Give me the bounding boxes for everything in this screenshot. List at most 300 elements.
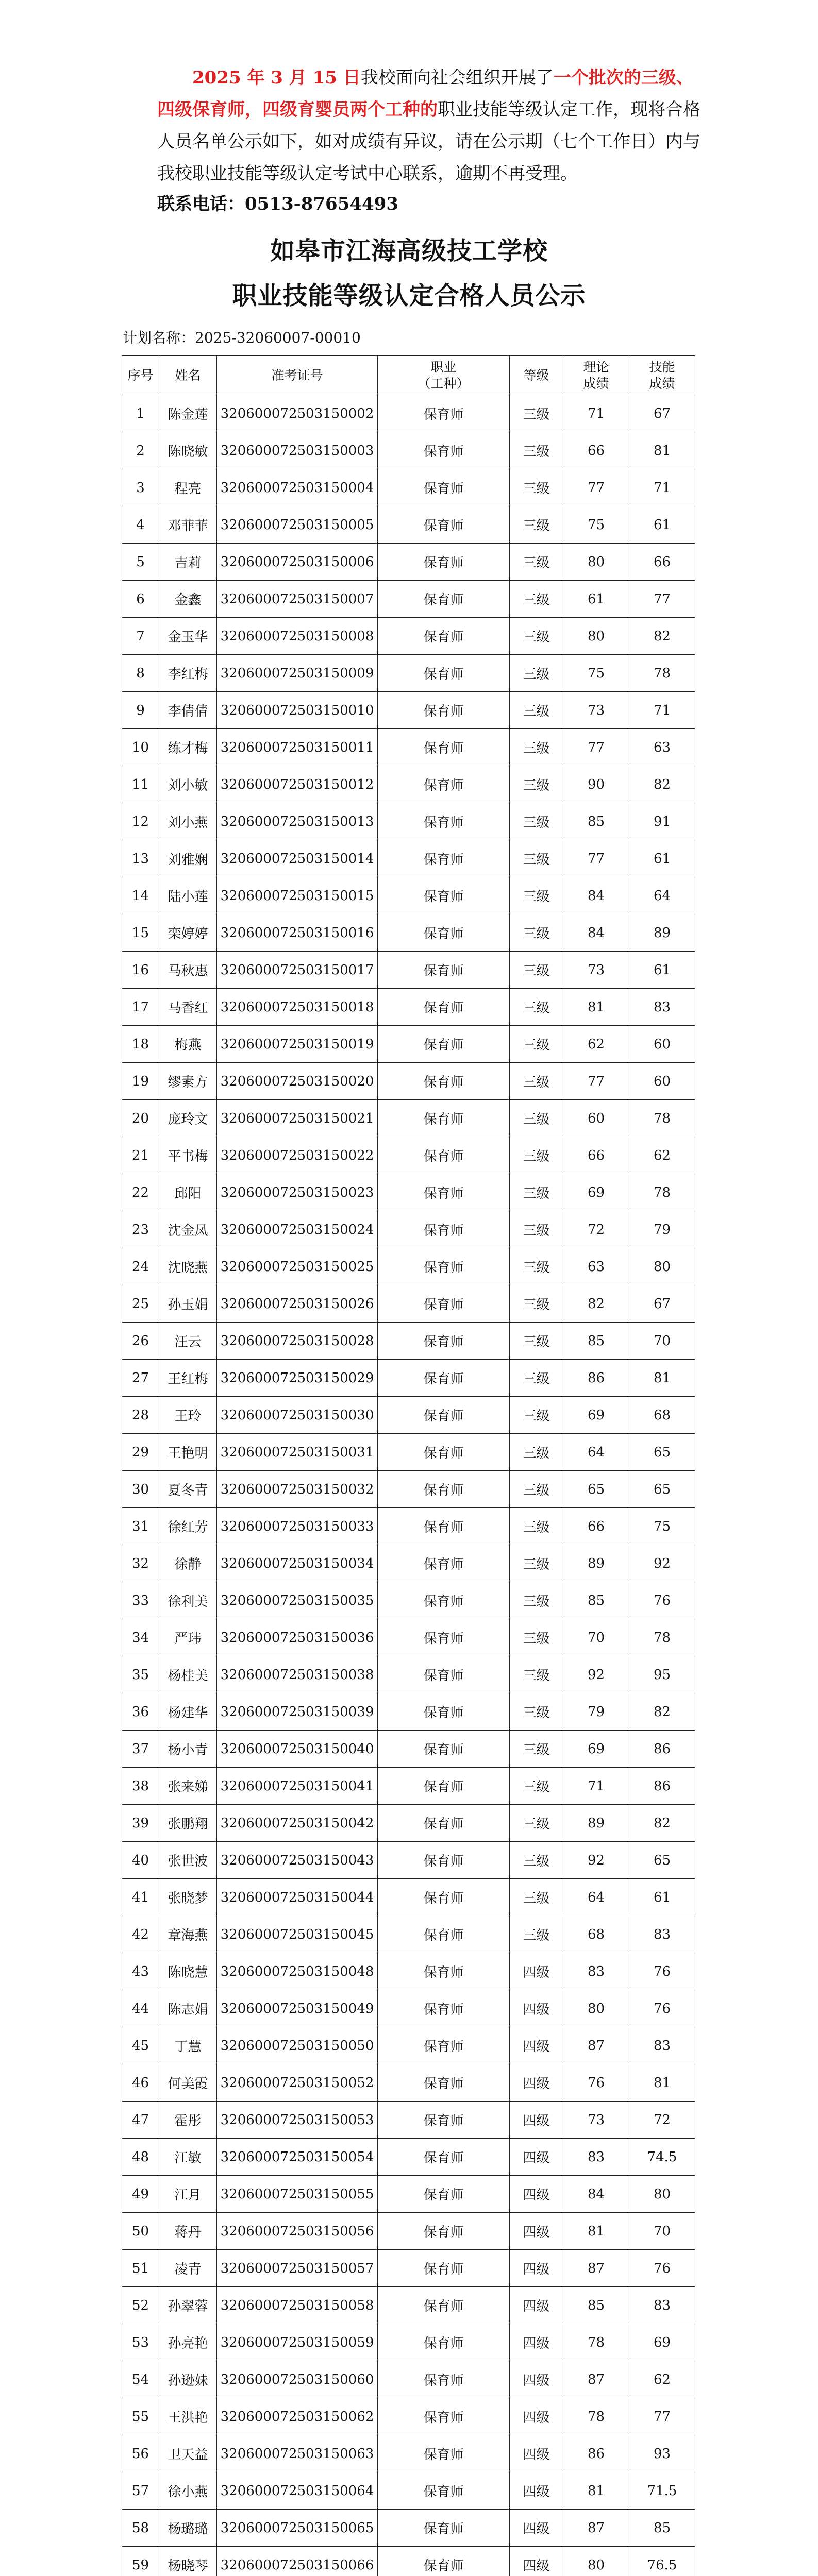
cell-job: 保育师: [378, 2361, 510, 2398]
table-header-row: [122, 356, 695, 395]
cell-theory: 82: [563, 1285, 629, 1323]
cell-theory: 66: [563, 432, 629, 469]
cell-level: 四级: [510, 2139, 563, 2176]
table-row: [122, 989, 695, 1026]
cell-cert: 320600072503150038: [217, 1656, 378, 1693]
cell-theory: 84: [563, 2176, 629, 2213]
cell-seq: 58: [122, 2510, 159, 2547]
cell-cert: 320600072503150015: [217, 877, 378, 914]
cell-theory: 78: [563, 2398, 629, 2435]
table-row: [122, 952, 695, 989]
cell-skill: 60: [629, 1026, 695, 1063]
cell-skill: 65: [629, 1471, 695, 1508]
table-row: [122, 2547, 695, 2576]
cell-theory: 79: [563, 1693, 629, 1731]
cell-skill: 74.5: [629, 2139, 695, 2176]
cell-seq: 56: [122, 2435, 159, 2472]
cell-job: 保育师: [378, 469, 510, 506]
cell-level: 三级: [510, 840, 563, 877]
cell-theory: 92: [563, 1842, 629, 1879]
cell-seq: 23: [122, 1211, 159, 1248]
cell-skill: 61: [629, 506, 695, 544]
cell-skill: 81: [629, 2064, 695, 2102]
cell-skill: 78: [629, 1100, 695, 1137]
table-row: [122, 469, 695, 506]
cell-job: 保育师: [378, 1619, 510, 1656]
cell-name: 杨晓琴: [159, 2547, 217, 2576]
cell-cert: 320600072503150033: [217, 1508, 378, 1545]
table-row: [122, 1397, 695, 1434]
table-row: [122, 840, 695, 877]
table-row: [122, 506, 695, 544]
cell-skill: 72: [629, 2102, 695, 2139]
cell-cert: 320600072503150050: [217, 2027, 378, 2064]
cell-level: 四级: [510, 2250, 563, 2287]
cell-skill: 68: [629, 1397, 695, 1434]
cell-name: 陈晓慧: [159, 1953, 217, 1990]
cell-level: 四级: [510, 2287, 563, 2324]
cell-job: 保育师: [378, 618, 510, 655]
table-row: [122, 1842, 695, 1879]
cell-name: 孙逊妹: [159, 2361, 217, 2398]
cell-level: 三级: [510, 1805, 563, 1842]
cell-skill: 76: [629, 2250, 695, 2287]
cell-theory: 80: [563, 2547, 629, 2576]
cell-name: 王玲: [159, 1397, 217, 1434]
cell-seq: 37: [122, 1731, 159, 1768]
cell-theory: 65: [563, 1471, 629, 1508]
cell-level: 四级: [510, 2510, 563, 2547]
cell-job: 保育师: [378, 2435, 510, 2472]
cell-theory: 89: [563, 1805, 629, 1842]
cell-cert: 320600072503150013: [217, 803, 378, 840]
cell-cert: 320600072503150017: [217, 952, 378, 989]
cell-job: 保育师: [378, 1248, 510, 1285]
cell-cert: 320600072503150005: [217, 506, 378, 544]
cell-cert: 320600072503150029: [217, 1360, 378, 1397]
cell-cert: 320600072503150056: [217, 2213, 378, 2250]
cell-skill: 69: [629, 2324, 695, 2361]
cell-theory: 87: [563, 2027, 629, 2064]
cell-level: 三级: [510, 1656, 563, 1693]
cell-job: 保育师: [378, 1916, 510, 1953]
cell-theory: 73: [563, 692, 629, 729]
cell-job: 保育师: [378, 1768, 510, 1805]
cell-name: 刘小燕: [159, 803, 217, 840]
cell-job: 保育师: [378, 1508, 510, 1545]
cell-cert: 320600072503150023: [217, 1174, 378, 1211]
cell-cert: 320600072503150018: [217, 989, 378, 1026]
cell-skill: 70: [629, 1323, 695, 1360]
cell-theory: 73: [563, 952, 629, 989]
cell-cert: 320600072503150064: [217, 2472, 378, 2510]
cell-seq: 15: [122, 914, 159, 952]
cell-job: 保育师: [378, 1323, 510, 1360]
cell-theory: 87: [563, 2250, 629, 2287]
cell-level: 四级: [510, 2547, 563, 2576]
cell-name: 孙亮艳: [159, 2324, 217, 2361]
cell-theory: 86: [563, 1360, 629, 1397]
notice-date: 2025 年 3 月 15 日: [192, 67, 361, 88]
cell-skill: 66: [629, 544, 695, 581]
cell-cert: 320600072503150058: [217, 2287, 378, 2324]
table-row: [122, 655, 695, 692]
cell-cert: 320600072503150060: [217, 2361, 378, 2398]
cell-cert: 320600072503150036: [217, 1619, 378, 1656]
table-row: [122, 1434, 695, 1471]
cell-cert: 320600072503150045: [217, 1916, 378, 1953]
table-row: [122, 1916, 695, 1953]
cell-level: 三级: [510, 1434, 563, 1471]
table-row: [122, 2435, 695, 2472]
cell-level: 三级: [510, 1397, 563, 1434]
cell-seq: 38: [122, 1768, 159, 1805]
cell-name: 王洪艳: [159, 2398, 217, 2435]
table-row: [122, 2139, 695, 2176]
table-row: [122, 432, 695, 469]
cell-name: 程亮: [159, 469, 217, 506]
cell-seq: 49: [122, 2176, 159, 2213]
cell-skill: 83: [629, 2287, 695, 2324]
cell-seq: 27: [122, 1360, 159, 1397]
cell-cert: 320600072503150043: [217, 1842, 378, 1879]
cell-job: 保育师: [378, 2102, 510, 2139]
cell-level: 四级: [510, 1990, 563, 2027]
cell-name: 李红梅: [159, 655, 217, 692]
cell-cert: 320600072503150025: [217, 1248, 378, 1285]
table-row: [122, 2510, 695, 2547]
cell-skill: 82: [629, 618, 695, 655]
cell-name: 杨璐璐: [159, 2510, 217, 2547]
cell-level: 三级: [510, 1360, 563, 1397]
cell-skill: 60: [629, 1063, 695, 1100]
cell-cert: 320600072503150030: [217, 1397, 378, 1434]
cell-level: 三级: [510, 952, 563, 989]
cell-job: 保育师: [378, 432, 510, 469]
cell-cert: 320600072503150031: [217, 1434, 378, 1471]
cell-cert: 320600072503150040: [217, 1731, 378, 1768]
cell-cert: 320600072503150021: [217, 1100, 378, 1137]
cell-level: 四级: [510, 2176, 563, 2213]
cell-job: 保育师: [378, 1285, 510, 1323]
cell-skill: 83: [629, 1916, 695, 1953]
cell-job: 保育师: [378, 2287, 510, 2324]
cell-level: 三级: [510, 1768, 563, 1805]
cell-name: 陆小莲: [159, 877, 217, 914]
cell-cert: 320600072503150057: [217, 2250, 378, 2287]
table-row: [122, 2102, 695, 2139]
cell-theory: 80: [563, 544, 629, 581]
header-theory: [563, 356, 629, 395]
table-row: [122, 2064, 695, 2102]
cell-cert: 320600072503150053: [217, 2102, 378, 2139]
cell-skill: 79: [629, 1211, 695, 1248]
cell-job: 保育师: [378, 2472, 510, 2510]
cell-job: 保育师: [378, 729, 510, 766]
cell-theory: 69: [563, 1174, 629, 1211]
cell-job: 保育师: [378, 2213, 510, 2250]
cell-cert: 320600072503150020: [217, 1063, 378, 1100]
cell-level: 三级: [510, 1174, 563, 1211]
cell-cert: 320600072503150011: [217, 729, 378, 766]
cell-cert: 320600072503150048: [217, 1953, 378, 1990]
cell-name: 金玉华: [159, 618, 217, 655]
cell-cert: 320600072503150054: [217, 2139, 378, 2176]
cell-name: 陈晓敏: [159, 432, 217, 469]
cell-job: 保育师: [378, 1842, 510, 1879]
cell-theory: 87: [563, 2361, 629, 2398]
cell-level: 三级: [510, 1508, 563, 1545]
cell-level: 三级: [510, 1063, 563, 1100]
cell-seq: 50: [122, 2213, 159, 2250]
cell-job: 保育师: [378, 395, 510, 432]
cell-cert: 320600072503150055: [217, 2176, 378, 2213]
cell-seq: 45: [122, 2027, 159, 2064]
table-row: [122, 1768, 695, 1805]
cell-seq: 16: [122, 952, 159, 989]
table-row: [122, 1953, 695, 1990]
cell-seq: 22: [122, 1174, 159, 1211]
table-row: [122, 1026, 695, 1063]
table-row: [122, 1063, 695, 1100]
cell-job: 保育师: [378, 2324, 510, 2361]
table-row: [122, 2287, 695, 2324]
cell-skill: 86: [629, 1768, 695, 1805]
cell-level: 三级: [510, 544, 563, 581]
cell-skill: 78: [629, 1174, 695, 1211]
cell-name: 沈金凤: [159, 1211, 217, 1248]
table-row: [122, 1545, 695, 1582]
table-row: [122, 1582, 695, 1619]
cell-cert: 320600072503150026: [217, 1285, 378, 1323]
cell-cert: 320600072503150028: [217, 1323, 378, 1360]
cell-skill: 67: [629, 1285, 695, 1323]
cell-level: 四级: [510, 2324, 563, 2361]
cell-skill: 77: [629, 2398, 695, 2435]
cell-cert: 320600072503150042: [217, 1805, 378, 1842]
cell-level: 三级: [510, 1693, 563, 1731]
header-job: [378, 356, 510, 395]
cell-skill: 70: [629, 2213, 695, 2250]
cell-skill: 83: [629, 2027, 695, 2064]
cell-seq: 57: [122, 2472, 159, 2510]
cell-theory: 81: [563, 989, 629, 1026]
cell-level: 三级: [510, 989, 563, 1026]
table-row: [122, 1174, 695, 1211]
table-row: [122, 1508, 695, 1545]
cell-skill: 62: [629, 2361, 695, 2398]
cell-name: 江敏: [159, 2139, 217, 2176]
cell-name: 徐利美: [159, 1582, 217, 1619]
cell-skill: 82: [629, 766, 695, 803]
cell-seq: 29: [122, 1434, 159, 1471]
cell-seq: 40: [122, 1842, 159, 1879]
cell-seq: 33: [122, 1582, 159, 1619]
plan-code: 2025-32060007-00010: [195, 329, 361, 346]
cell-name: 孙玉娟: [159, 1285, 217, 1323]
cell-skill: 64: [629, 877, 695, 914]
table-body: [122, 395, 695, 2576]
cell-theory: 85: [563, 2287, 629, 2324]
cell-job: 保育师: [378, 766, 510, 803]
cell-skill: 81: [629, 432, 695, 469]
cell-job: 保育师: [378, 1693, 510, 1731]
cell-job: 保育师: [378, 914, 510, 952]
cell-theory: 77: [563, 840, 629, 877]
cell-cert: 320600072503150035: [217, 1582, 378, 1619]
cell-cert: 320600072503150059: [217, 2324, 378, 2361]
cell-name: 徐静: [159, 1545, 217, 1582]
cell-seq: 19: [122, 1063, 159, 1100]
cell-skill: 65: [629, 1842, 695, 1879]
cell-name: 刘雅娴: [159, 840, 217, 877]
table-row: [122, 1693, 695, 1731]
cell-name: 杨建华: [159, 1693, 217, 1731]
cell-seq: 44: [122, 1990, 159, 2027]
cell-theory: 76: [563, 2064, 629, 2102]
cell-name: 王红梅: [159, 1360, 217, 1397]
cell-level: 四级: [510, 2213, 563, 2250]
cell-level: 三级: [510, 1026, 563, 1063]
cell-cert: 320600072503150008: [217, 618, 378, 655]
cell-job: 保育师: [378, 655, 510, 692]
contact-phone: 0513-87654493: [245, 194, 398, 214]
cell-level: 三级: [510, 1471, 563, 1508]
cell-skill: 82: [629, 1805, 695, 1842]
table-row: [122, 1731, 695, 1768]
cell-level: 四级: [510, 2398, 563, 2435]
cell-seq: 53: [122, 2324, 159, 2361]
cell-level: 三级: [510, 1582, 563, 1619]
cell-seq: 55: [122, 2398, 159, 2435]
header-skill-line2: 成绩: [649, 376, 675, 391]
cell-job: 保育师: [378, 1731, 510, 1768]
cell-theory: 64: [563, 1879, 629, 1916]
cell-skill: 65: [629, 1434, 695, 1471]
cell-job: 保育师: [378, 1397, 510, 1434]
cell-theory: 77: [563, 469, 629, 506]
cell-seq: 48: [122, 2139, 159, 2176]
cell-name: 徐红芳: [159, 1508, 217, 1545]
cell-skill: 61: [629, 840, 695, 877]
cell-level: 三级: [510, 1619, 563, 1656]
cell-job: 保育师: [378, 1990, 510, 2027]
cell-name: 章海燕: [159, 1916, 217, 1953]
cell-job: 保育师: [378, 506, 510, 544]
cell-skill: 71: [629, 469, 695, 506]
cell-level: 三级: [510, 1842, 563, 1879]
cell-job: 保育师: [378, 1953, 510, 1990]
cell-seq: 2: [122, 432, 159, 469]
cell-level: 三级: [510, 803, 563, 840]
table-row: [122, 581, 695, 618]
table-row: [122, 2361, 695, 2398]
cell-job: 保育师: [378, 2027, 510, 2064]
table-row: [122, 1879, 695, 1916]
cell-theory: 83: [563, 2139, 629, 2176]
cell-skill: 95: [629, 1656, 695, 1693]
cell-seq: 24: [122, 1248, 159, 1285]
cell-cert: 320600072503150002: [217, 395, 378, 432]
cell-theory: 66: [563, 1508, 629, 1545]
header-theory-line2: 成绩: [583, 376, 609, 391]
cell-job: 保育师: [378, 952, 510, 989]
cell-seq: 20: [122, 1100, 159, 1137]
cell-cert: 320600072503150007: [217, 581, 378, 618]
cell-theory: 84: [563, 877, 629, 914]
cell-theory: 64: [563, 1434, 629, 1471]
cell-name: 沈晓燕: [159, 1248, 217, 1285]
header-job-line2: （工种）: [418, 376, 470, 391]
cell-theory: 85: [563, 803, 629, 840]
cell-job: 保育师: [378, 2547, 510, 2576]
table-row: [122, 1323, 695, 1360]
cell-skill: 76: [629, 1582, 695, 1619]
cell-skill: 93: [629, 2435, 695, 2472]
cell-job: 保育师: [378, 1471, 510, 1508]
cell-name: 庞玲文: [159, 1100, 217, 1137]
table-row: [122, 766, 695, 803]
table-row: [122, 877, 695, 914]
table-row: [122, 692, 695, 729]
cell-level: 三级: [510, 1137, 563, 1174]
cell-name: 马香红: [159, 989, 217, 1026]
cell-job: 保育师: [378, 840, 510, 877]
cell-theory: 81: [563, 2213, 629, 2250]
results-table: [122, 355, 695, 2576]
cell-level: 三级: [510, 395, 563, 432]
cell-theory: 69: [563, 1731, 629, 1768]
cell-job: 保育师: [378, 2064, 510, 2102]
cell-name: 张晓梦: [159, 1879, 217, 1916]
cell-seq: 17: [122, 989, 159, 1026]
cell-skill: 71.5: [629, 2472, 695, 2510]
cell-seq: 52: [122, 2287, 159, 2324]
cell-theory: 60: [563, 1100, 629, 1137]
cell-seq: 6: [122, 581, 159, 618]
cell-job: 保育师: [378, 1063, 510, 1100]
cell-cert: 320600072503150049: [217, 1990, 378, 2027]
cell-name: 徐小燕: [159, 2472, 217, 2510]
cell-name: 梅燕: [159, 1026, 217, 1063]
cell-name: 严玮: [159, 1619, 217, 1656]
table-row: [122, 395, 695, 432]
cell-skill: 83: [629, 989, 695, 1026]
cell-name: 孙翠蓉: [159, 2287, 217, 2324]
cell-theory: 68: [563, 1916, 629, 1953]
cell-cert: 320600072503150019: [217, 1026, 378, 1063]
cell-level: 三级: [510, 1211, 563, 1248]
cell-theory: 75: [563, 655, 629, 692]
cell-cert: 320600072503150016: [217, 914, 378, 952]
header-skill: [629, 356, 695, 395]
notice-text-a: 我校面向社会组织开展了: [360, 67, 554, 88]
cell-level: 三级: [510, 877, 563, 914]
cell-seq: 42: [122, 1916, 159, 1953]
cell-job: 保育师: [378, 2510, 510, 2547]
cell-job: 保育师: [378, 803, 510, 840]
cell-name: 张鹏翔: [159, 1805, 217, 1842]
cell-skill: 71: [629, 692, 695, 729]
cell-name: 杨桂美: [159, 1656, 217, 1693]
cell-seq: 59: [122, 2547, 159, 2576]
cell-theory: 90: [563, 766, 629, 803]
cell-theory: 81: [563, 2472, 629, 2510]
cell-seq: 12: [122, 803, 159, 840]
cell-theory: 72: [563, 1211, 629, 1248]
cell-job: 保育师: [378, 1656, 510, 1693]
cell-seq: 18: [122, 1026, 159, 1063]
